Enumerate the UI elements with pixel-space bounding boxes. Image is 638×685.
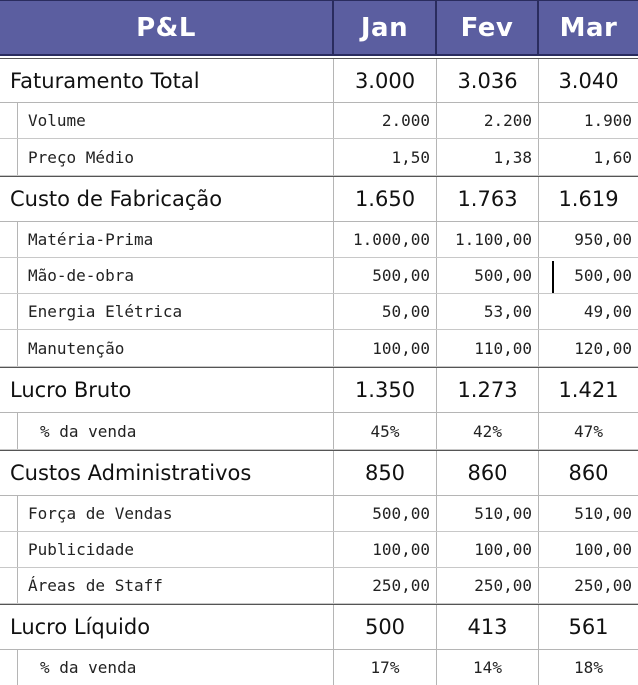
- section-value-mar: 1.421: [558, 378, 619, 402]
- detail-row-manutencao: [0, 330, 638, 367]
- indent-cell: [0, 258, 18, 293]
- indent-cell: [0, 650, 18, 685]
- detail-value-mar[interactable]: 500,00: [574, 266, 632, 285]
- detail-value-jan: 17%: [334, 650, 437, 685]
- detail-row-materia-prima: [0, 222, 638, 258]
- header-row: [0, 0, 638, 56]
- detail-label: Volume: [18, 103, 334, 138]
- section-value-jan: 850: [334, 451, 437, 495]
- text-cursor: [552, 261, 554, 293]
- detail-value-mar: 1.900: [583, 111, 632, 130]
- section-title: Custo de Fabricação: [0, 177, 334, 221]
- indent-cell: [0, 496, 18, 531]
- detail-value-jan: 45%: [334, 413, 437, 449]
- detail-value-fev: 100,00: [437, 532, 539, 567]
- detail-value-jan: 2.000: [334, 103, 437, 138]
- detail-value-mar: 950,00: [574, 230, 632, 249]
- header-month-mar: Mar: [559, 12, 618, 43]
- detail-label: Preço Médio: [18, 139, 334, 175]
- detail-value-jan: 100,00: [334, 330, 437, 366]
- detail-label: Áreas de Staff: [18, 568, 334, 603]
- detail-value-jan: 500,00: [334, 258, 437, 293]
- section-value-jan: 500: [334, 605, 437, 649]
- indent-cell: [0, 103, 18, 138]
- detail-value-mar: 120,00: [574, 338, 632, 358]
- detail-label: Matéria-Prima: [18, 222, 334, 257]
- detail-value-fev: 1.100,00: [437, 222, 539, 257]
- detail-value-mar: 18%: [574, 658, 603, 677]
- detail-value-jan: 500,00: [334, 496, 437, 531]
- detail-value-fev: 250,00: [437, 568, 539, 603]
- section-value-fev: 3.036: [437, 59, 539, 102]
- detail-label: Força de Vendas: [18, 496, 334, 531]
- header-month-jan: Jan: [334, 1, 437, 54]
- detail-value-jan: 50,00: [334, 294, 437, 329]
- detail-value-mar: 250,00: [574, 576, 632, 595]
- detail-row-forca-de-vendas: [0, 496, 638, 532]
- section-row-custos-administrativos: [0, 450, 638, 496]
- section-value-fev: 1.763: [437, 177, 539, 221]
- detail-value-mar: 49,00: [583, 302, 632, 321]
- section-value-mar: 860: [568, 461, 609, 485]
- indent-cell: [0, 568, 18, 603]
- detail-row-pct-venda-bruto: [0, 413, 638, 450]
- section-row-custo-de-fabricacao: [0, 176, 638, 222]
- detail-value-fev: 53,00: [437, 294, 539, 329]
- detail-label: Publicidade: [18, 532, 334, 567]
- detail-row-publicidade: [0, 532, 638, 568]
- section-title: Lucro Líquido: [0, 605, 334, 649]
- section-value-mar: 3.040: [558, 68, 619, 93]
- section-title: Lucro Bruto: [0, 368, 334, 412]
- detail-value-fev: 510,00: [437, 496, 539, 531]
- detail-value-fev: 110,00: [437, 330, 539, 366]
- detail-value-jan: 250,00: [334, 568, 437, 603]
- section-title: Faturamento Total: [0, 59, 334, 102]
- detail-value-fev: 500,00: [437, 258, 539, 293]
- detail-value-mar: 47%: [574, 421, 603, 441]
- section-value-mar: 561: [568, 615, 609, 639]
- header-month-fev: Fev: [437, 1, 539, 54]
- indent-cell: [0, 330, 18, 366]
- detail-value-jan: 1.000,00: [334, 222, 437, 257]
- detail-label: Manutenção: [18, 330, 334, 366]
- detail-row-energia-eletrica: [0, 294, 638, 330]
- detail-value-fev: 14%: [437, 650, 539, 685]
- section-value-fev: 860: [437, 451, 539, 495]
- indent-cell: [0, 413, 18, 449]
- detail-row-volume: [0, 103, 638, 139]
- detail-value-jan: 100,00: [334, 532, 437, 567]
- indent-cell: [0, 222, 18, 257]
- detail-row-preco-medio: [0, 139, 638, 176]
- detail-value-fev: 42%: [437, 413, 539, 449]
- section-row-faturamento-total: [0, 58, 638, 103]
- section-value-jan: 3.000: [334, 59, 437, 102]
- section-title: Custos Administrativos: [0, 451, 334, 495]
- detail-row-mao-de-obra: [0, 258, 638, 294]
- detail-value-fev: 1,38: [437, 139, 539, 175]
- detail-label: Energia Elétrica: [18, 294, 334, 329]
- detail-value-mar: 510,00: [574, 504, 632, 523]
- section-value-jan: 1.650: [334, 177, 437, 221]
- section-row-lucro-liquido: [0, 604, 638, 650]
- detail-label: Mão-de-obra: [18, 258, 334, 293]
- detail-value-mar: 100,00: [574, 540, 632, 559]
- detail-value-jan: 1,50: [334, 139, 437, 175]
- detail-label: % da venda: [18, 413, 334, 449]
- detail-row-pct-venda-liquido: [0, 650, 638, 685]
- detail-row-areas-de-staff: [0, 568, 638, 604]
- header-pl-label: P&L: [0, 1, 334, 54]
- indent-cell: [0, 139, 18, 175]
- indent-cell: [0, 532, 18, 567]
- indent-cell: [0, 294, 18, 329]
- section-row-lucro-bruto: [0, 367, 638, 413]
- detail-label: % da venda: [18, 650, 334, 685]
- section-value-fev: 1.273: [437, 368, 539, 412]
- section-value-jan: 1.350: [334, 368, 437, 412]
- section-value-fev: 413: [437, 605, 539, 649]
- section-value-mar: 1.619: [558, 187, 619, 211]
- detail-value-fev: 2.200: [437, 103, 539, 138]
- detail-value-mar: 1,60: [593, 147, 632, 167]
